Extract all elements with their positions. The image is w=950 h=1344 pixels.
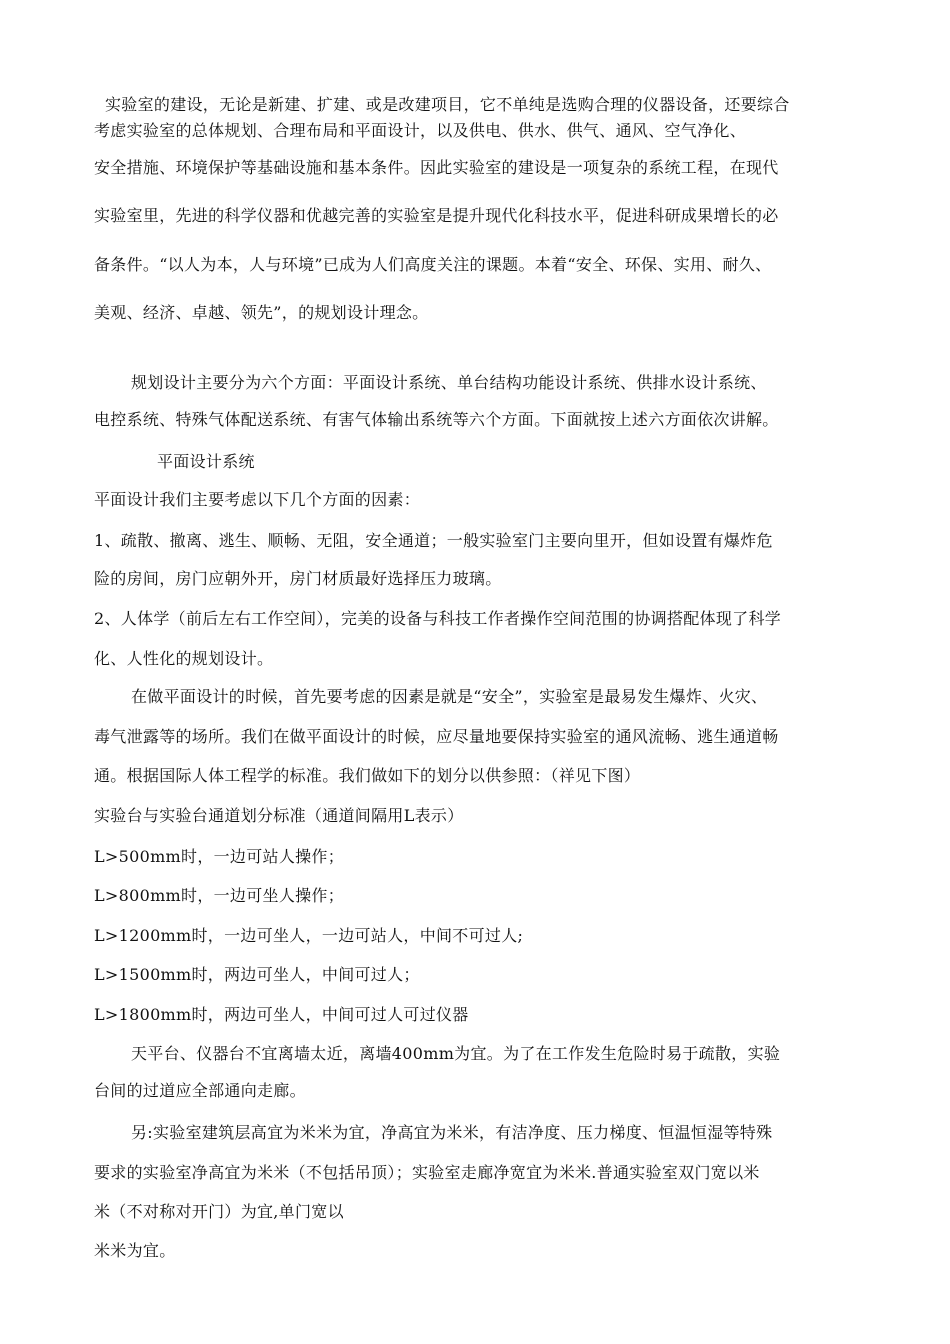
balance-line-2: 台间的过道应全部通向走廊。 bbox=[94, 1081, 306, 1100]
standard-item-1200: L>1200mm时，一边可坐人，一边可站人，中间不可过人; bbox=[94, 926, 524, 945]
standard-item-500: L>500mm时，一边可站人操作； bbox=[94, 847, 345, 866]
factor-2-line-2: 化、人性化的规划设计。 bbox=[94, 649, 274, 668]
intro-line-6: 美观、经济、卓越、领先”，的规划设计理念。 bbox=[94, 303, 429, 322]
intro-line-1: 实验室的建设，无论是新建、扩建、或是改建项目，它不单纯是选购合理的仪器设备，还要综合 bbox=[105, 95, 790, 114]
intro-line-2: 考虑实验室的总体规划、合理布局和平面设计，以及供电、供水、供气、通风、空气净化、 bbox=[94, 121, 747, 140]
building-line-1: 另:实验室建筑层高宜为米米为宜，净高宜为米米，有洁净度、压力梯度、恒温恒湿等特殊 bbox=[131, 1123, 773, 1142]
factors-intro: 平面设计我们主要考虑以下几个方面的因素： bbox=[94, 490, 421, 509]
factor-1-line-1: 1、疏散、撤离、逃生、顺畅、无阻，安全通道；一般实验室门主要向里开，但如设置有爆炸危 bbox=[94, 531, 773, 550]
factor-1-line-2: 险的房间，房门应朝外开，房门材质最好选择压力玻璃。 bbox=[94, 569, 502, 588]
building-line-4: 米米为宜。 bbox=[94, 1241, 176, 1260]
standard-item-1800: L>1800mm时，两边可坐人，中间可过人可过仪器 bbox=[94, 1005, 469, 1024]
safety-line-2: 毒气泄露等的场所。我们在做平面设计的时候，应尽量地要保持实验室的通风流畅、逃生通道畅 bbox=[94, 727, 779, 746]
intro-line-4: 实验室里，先进的科学仪器和优越完善的实验室是提升现代化科技水平，促进科研成果增长的必 bbox=[94, 206, 779, 225]
section-heading: 平面设计系统 bbox=[157, 452, 255, 471]
balance-line-1: 天平台、仪器台不宜离墙太近，离墙400mm为宜。为了在工作发生危险时易于疏散，实验 bbox=[131, 1044, 781, 1063]
intro-line-5: 备条件。“以人为本，人与环境”已成为人们高度关注的课题。本着“安全、环保、实用、耐久、 bbox=[94, 255, 772, 274]
factor-2-line-1: 2、人体学（前后左右工作空间），完美的设备与科技工作者操作空间范围的协调搭配体现了科学 bbox=[94, 609, 782, 628]
overview-line-1: 规划设计主要分为六个方面：平面设计系统、单台结构功能设计系统、供排水设计系统、 bbox=[131, 373, 767, 392]
building-line-3: 米（不对称对开门）为宜,单门宽以 bbox=[94, 1202, 344, 1221]
building-line-2: 要求的实验室净高宜为米米（不包括吊顶）；实验室走廊净宽宜为米米.普通实验室双门宽以米 bbox=[94, 1163, 760, 1182]
overview-line-2: 电控系统、特殊气体配送系统、有害气体输出系统等六个方面。下面就按上述六方面依次讲解。 bbox=[94, 410, 779, 429]
standards-heading: 实验台与实验台通道划分标准（通道间隔用L表示） bbox=[94, 806, 464, 825]
standard-item-1500: L>1500mm时，两边可坐人，中间可过人； bbox=[94, 965, 420, 984]
safety-line-3: 通。根据国际人体工程学的标准。我们做如下的划分以供参照：（祥见下图） bbox=[94, 766, 641, 785]
safety-line-1: 在做平面设计的时候，首先要考虑的因素是就是“安全”，实验室是最易发生爆炸、火灾、 bbox=[131, 687, 768, 706]
standard-item-800: L>800mm时，一边可坐人操作； bbox=[94, 886, 345, 905]
intro-line-3: 安全措施、环境保护等基础设施和基本条件。因此实验室的建设是一项复杂的系统工程，在现代 bbox=[94, 158, 779, 177]
